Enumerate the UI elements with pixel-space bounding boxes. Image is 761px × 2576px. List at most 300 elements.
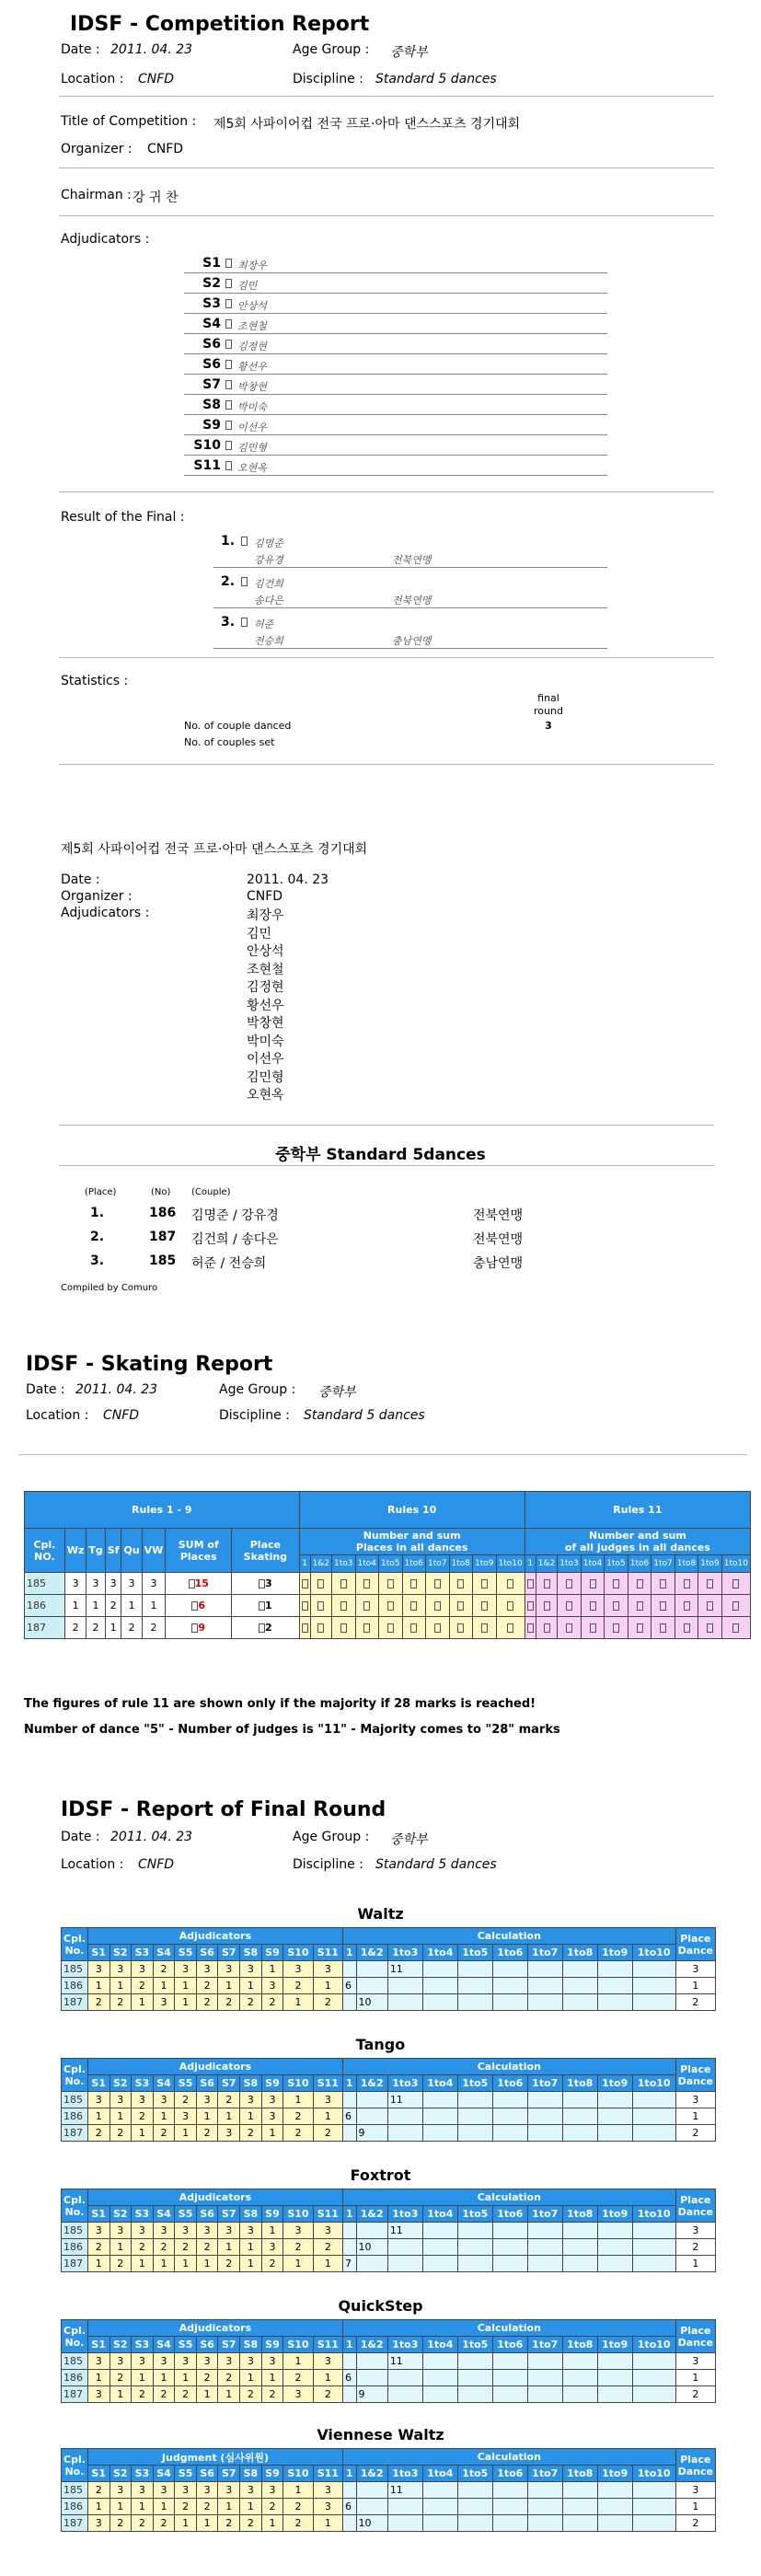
summary-adjudicator: 김민형 xyxy=(247,1069,284,1085)
box-icon xyxy=(387,1623,394,1633)
calc-cell xyxy=(562,2499,597,2515)
box-icon xyxy=(527,1601,534,1611)
rules-11-sub: Number and sum of all judges in all dances xyxy=(525,1529,750,1555)
judge-mark: 3 xyxy=(110,2092,132,2108)
judge-header: S10 xyxy=(283,2466,313,2482)
judge-mark: 1 xyxy=(196,2256,218,2272)
calc-cell xyxy=(387,2515,422,2532)
rule10-cell xyxy=(426,1617,450,1639)
judge-mark: 3 xyxy=(132,2223,154,2239)
date-label: Date : xyxy=(61,42,100,57)
calc-cell xyxy=(527,2256,562,2272)
box-icon xyxy=(707,1623,713,1633)
judge-header: S7 xyxy=(218,2075,240,2092)
adjudicator-code: S6 xyxy=(202,337,221,352)
couple-number: 187 xyxy=(25,1617,65,1639)
place-dance: 1 xyxy=(675,2499,715,2515)
rule10-cell xyxy=(355,1617,379,1639)
box-icon xyxy=(507,1579,513,1588)
box-icon xyxy=(637,1601,643,1611)
judge-mark: 2 xyxy=(261,2386,283,2403)
calc-cell xyxy=(597,2092,632,2108)
place-dance: 2 xyxy=(675,2239,715,2256)
adjudicator-code: S7 xyxy=(202,377,221,392)
judge-header: S1 xyxy=(87,2337,110,2353)
bullet-box-icon xyxy=(225,380,232,389)
box-icon xyxy=(566,1579,572,1588)
calc-col-header: 1to8 xyxy=(562,2466,597,2482)
judge-mark: 3 xyxy=(313,2499,342,2515)
calc-col-header: 1&2 xyxy=(356,2466,387,2482)
judge-mark: 3 xyxy=(313,2482,342,2499)
judge-mark: 1 xyxy=(313,2256,342,2272)
judge-mark: 2 xyxy=(218,2370,240,2386)
calc-cell xyxy=(527,2482,562,2499)
judge-header: S7 xyxy=(218,1945,240,1961)
place-dance: 3 xyxy=(675,2223,715,2239)
judge-mark: 3 xyxy=(261,1978,283,1994)
calc-cell: 9 xyxy=(356,2125,387,2142)
rule11-cell xyxy=(525,1573,536,1595)
judge-mark: 1 xyxy=(132,2125,154,2142)
calc-cell xyxy=(632,2092,675,2108)
calc-cell xyxy=(632,1994,675,2011)
calc-cell xyxy=(527,2515,562,2532)
calc-cell xyxy=(457,2108,492,2125)
calc-cell xyxy=(457,2370,492,2386)
fr-date-label: Date : xyxy=(61,1830,100,1844)
judge-mark: 1 xyxy=(87,2499,110,2515)
adjudicator-code: S3 xyxy=(202,296,221,311)
judge-mark: 3 xyxy=(153,2482,175,2499)
divider xyxy=(59,96,714,97)
judge-mark: 2 xyxy=(218,1994,240,2011)
col-couple: (Couple) xyxy=(191,1187,231,1197)
calc-cell xyxy=(562,1978,597,1994)
adjudicator-name: 이선우 xyxy=(237,422,267,433)
box-icon xyxy=(302,1579,308,1588)
rule10-cell xyxy=(310,1617,331,1639)
judge-mark: 2 xyxy=(110,2125,132,2142)
dance-header: Sf xyxy=(105,1529,121,1573)
fr-location-label: Location : xyxy=(61,1857,124,1872)
summary-adjudicator: 이선우 xyxy=(247,1052,284,1067)
judge-mark: 3 xyxy=(87,2386,110,2403)
bullet-box-icon xyxy=(225,299,232,308)
judge-mark: 1 xyxy=(218,1978,240,1994)
box-icon xyxy=(189,1579,195,1588)
place-dance: 2 xyxy=(675,2515,715,2532)
calc-cell xyxy=(597,2256,632,2272)
adjudicator-name: 최장우 xyxy=(237,260,267,271)
box-icon xyxy=(590,1579,596,1588)
judge-header: S2 xyxy=(110,2466,132,2482)
judge-mark: 3 xyxy=(313,2092,342,2108)
summary-adjudicator: 김민 xyxy=(247,926,272,941)
adjudicator-name: 박미숙 xyxy=(237,401,267,413)
couple-number: 185 xyxy=(62,1961,88,1978)
judge-mark: 2 xyxy=(196,1994,218,2011)
calc-cell xyxy=(356,2256,387,2272)
adjudicator-name: 김정현 xyxy=(237,341,267,352)
summary-adjudicator: 김정현 xyxy=(247,980,284,995)
place-dance: 1 xyxy=(675,2256,715,2272)
adjudicator-name: 조현철 xyxy=(237,320,267,332)
place-skating: 2 xyxy=(265,1622,272,1634)
judge-mark: 3 xyxy=(240,2223,262,2239)
rule10-cell xyxy=(379,1595,403,1617)
chairman-label: Chairman : xyxy=(61,188,132,202)
calc-cell xyxy=(422,2515,457,2532)
calculation-header: Calculation xyxy=(343,1928,676,1945)
calc-col-header: 1to9 xyxy=(597,1945,632,1961)
calc-cell xyxy=(356,2353,387,2370)
rule10-cell xyxy=(299,1595,310,1617)
calc-cell xyxy=(527,1994,562,2011)
calc-cell xyxy=(457,2239,492,2256)
judge-mark: 1 xyxy=(87,2108,110,2125)
rule11-cell xyxy=(651,1595,675,1617)
judge-mark: 3 xyxy=(240,1961,262,1978)
judge-mark: 2 xyxy=(283,1978,313,1994)
judge-mark: 2 xyxy=(313,1994,342,2011)
box-icon xyxy=(302,1601,308,1611)
dance-place: 2 xyxy=(105,1595,121,1617)
divider xyxy=(59,167,714,168)
rule11-cell xyxy=(558,1595,582,1617)
judge-header: S4 xyxy=(153,2206,175,2223)
judge-header: S10 xyxy=(283,1945,313,1961)
result-place: 2. xyxy=(221,574,236,589)
box-icon xyxy=(637,1579,643,1588)
rule10-cell xyxy=(379,1617,403,1639)
calc-cell xyxy=(422,2499,457,2515)
rule11-cell xyxy=(536,1617,557,1639)
calc-col-header: 1to3 xyxy=(387,2466,422,2482)
summary-title: 제5회 사파이어컵 전국 프로·아마 댄스스포츠 경기대회 xyxy=(61,842,368,857)
calc-cell: 10 xyxy=(356,2239,387,2256)
couple-number: 186 xyxy=(62,2370,88,2386)
calc-cell xyxy=(527,1978,562,1994)
judge-mark: 3 xyxy=(283,2223,313,2239)
calc-cell xyxy=(597,2125,632,2142)
summary-no: 185 xyxy=(149,1253,177,1268)
discipline-label: Discipline : xyxy=(293,72,363,87)
judge-mark: 2 xyxy=(218,2092,240,2108)
judge-mark: 2 xyxy=(153,2239,175,2256)
rules-11-header: Rules 11 xyxy=(525,1492,750,1529)
bullet-box-icon xyxy=(225,259,232,268)
box-icon xyxy=(544,1623,550,1633)
calc-cell xyxy=(632,2515,675,2532)
calc-cell xyxy=(457,2482,492,2499)
adjudicator-name: 박창현 xyxy=(237,381,267,393)
judge-mark: 3 xyxy=(218,2223,240,2239)
judge-mark: 2 xyxy=(153,2515,175,2532)
calc-cell xyxy=(597,2515,632,2532)
judge-header: S9 xyxy=(261,2206,283,2223)
judge-header: S2 xyxy=(110,2337,132,2353)
calc-cell xyxy=(492,1961,527,1978)
adjudicator-code: S10 xyxy=(193,438,221,453)
calc-col-header: 1to9 xyxy=(698,1554,722,1572)
box-icon xyxy=(259,1601,265,1611)
calc-cell xyxy=(527,1961,562,1978)
summary-org: 전북연맹 xyxy=(473,1208,524,1223)
judge-mark: 1 xyxy=(87,1978,110,1994)
calc-cell: 11 xyxy=(387,2092,422,2108)
fr-age-label: Age Group : xyxy=(293,1830,370,1844)
place-dance-header: Place Dance xyxy=(675,2449,715,2482)
box-icon xyxy=(660,1601,666,1611)
box-icon xyxy=(732,1601,739,1611)
calc-cell xyxy=(356,1978,387,1994)
dance-table xyxy=(61,2319,716,2403)
adjudicator-underline xyxy=(184,394,607,395)
dance-table xyxy=(61,1927,716,2011)
judge-mark: 1 xyxy=(175,2256,197,2272)
calc-col-header: 1to8 xyxy=(562,2337,597,2353)
statistics-label: Statistics : xyxy=(61,674,129,688)
calc-cell xyxy=(422,2125,457,2142)
calc-cell xyxy=(343,2092,357,2108)
summary-adjudicator: 최장우 xyxy=(247,908,284,923)
calc-cell xyxy=(343,1961,357,1978)
rule11-cell xyxy=(675,1595,698,1617)
judge-mark: 1 xyxy=(153,2108,175,2125)
adjudicators-header: Adjudicators xyxy=(87,1928,342,1945)
calc-col-header: 1to7 xyxy=(426,1554,450,1572)
calc-cell xyxy=(387,2386,422,2403)
judge-mark: 1 xyxy=(196,2386,218,2403)
calc-cell xyxy=(597,1994,632,2011)
couple-number: 185 xyxy=(25,1573,65,1595)
judge-mark: 3 xyxy=(87,2353,110,2370)
calc-col-header: 1 xyxy=(343,2206,357,2223)
calc-cell xyxy=(527,2499,562,2515)
judge-header: S11 xyxy=(313,2337,342,2353)
box-icon xyxy=(527,1579,534,1588)
judge-mark: 2 xyxy=(218,2515,240,2532)
judge-mark: 2 xyxy=(240,1994,262,2011)
calc-col-header: 1to5 xyxy=(457,2075,492,2092)
adjudicator-underline xyxy=(184,475,607,476)
judge-mark: 2 xyxy=(175,2499,197,2515)
judge-mark: 1 xyxy=(175,2370,197,2386)
calc-cell xyxy=(527,2386,562,2403)
dance-name: Tango xyxy=(355,2036,406,2053)
calc-cell xyxy=(457,2125,492,2142)
judge-mark: 2 xyxy=(153,2386,175,2403)
calc-cell xyxy=(492,2256,527,2272)
summary-organizer-value: CNFD xyxy=(247,889,283,904)
box-icon xyxy=(340,1601,347,1611)
calc-cell xyxy=(527,2223,562,2239)
result-place: 3. xyxy=(221,615,236,630)
calc-cell: 6 xyxy=(343,2108,357,2125)
divider xyxy=(59,657,714,658)
rule11-cell xyxy=(605,1617,628,1639)
judge-mark: 1 xyxy=(110,1978,132,1994)
dance-place: 2 xyxy=(142,1617,166,1639)
place-dance: 2 xyxy=(675,2125,715,2142)
result-org: 전북연맹 xyxy=(392,595,432,606)
judge-header: S3 xyxy=(132,2337,154,2353)
judge-mark: 1 xyxy=(261,2223,283,2239)
place-dance-header: Place Dance xyxy=(675,2189,715,2223)
calc-cell xyxy=(422,2108,457,2125)
result-male: 허준 xyxy=(254,618,274,630)
calc-cell xyxy=(597,2370,632,2386)
calc-cell xyxy=(457,2223,492,2239)
judge-mark: 1 xyxy=(218,2239,240,2256)
date-value: 2011. 04. 23 xyxy=(110,42,193,57)
box-icon xyxy=(410,1579,417,1588)
judge-mark: 1 xyxy=(196,2108,218,2125)
discipline-value: Standard 5 dances xyxy=(375,72,497,87)
dance-name: QuickStep xyxy=(338,2297,423,2315)
judge-mark: 1 xyxy=(196,2515,218,2532)
judge-header: S5 xyxy=(175,2206,197,2223)
judge-header: S1 xyxy=(87,1945,110,1961)
calc-cell xyxy=(457,2515,492,2532)
rule11-cell xyxy=(628,1617,651,1639)
judge-mark: 3 xyxy=(261,2482,283,2499)
calc-cell xyxy=(632,2108,675,2125)
judge-header: S3 xyxy=(132,2466,154,2482)
judge-header: S9 xyxy=(261,1945,283,1961)
judge-mark: 3 xyxy=(313,2223,342,2239)
calc-cell xyxy=(422,1961,457,1978)
summary-heading: 중학부 Standard 5dances xyxy=(275,1146,486,1164)
judge-header: S8 xyxy=(240,2466,262,2482)
judge-mark: 2 xyxy=(261,2499,283,2515)
couples-danced-label: No. of couple danced xyxy=(184,720,292,732)
judge-mark: 2 xyxy=(283,2499,313,2515)
box-icon xyxy=(340,1579,347,1588)
calc-col-header: 1to4 xyxy=(422,2337,457,2353)
judge-header: S4 xyxy=(153,2337,175,2353)
calc-cell xyxy=(492,2515,527,2532)
calc-col-header: 1to9 xyxy=(597,2466,632,2482)
judge-mark: 1 xyxy=(240,2256,262,2272)
calculation-header: Calculation xyxy=(343,2189,676,2206)
sum-places-header: SUM of Places xyxy=(166,1529,232,1573)
calc-col-header: 1to7 xyxy=(651,1554,675,1572)
result-male: 김건희 xyxy=(254,578,283,590)
calc-cell xyxy=(343,1994,357,2011)
rules-10-sub: Number and sum Places in all dances xyxy=(299,1529,525,1555)
fr-discipline-label: Discipline : xyxy=(293,1857,363,1872)
bullet-box-icon xyxy=(225,441,232,450)
judge-mark: 1 xyxy=(153,2370,175,2386)
calc-cell xyxy=(562,2223,597,2239)
calc-col-header: 1to4 xyxy=(422,1945,457,1961)
rule11-cell xyxy=(581,1617,605,1639)
judge-mark: 1 xyxy=(87,2256,110,2272)
couple-number: 185 xyxy=(62,2482,88,2499)
judge-header: S1 xyxy=(87,2206,110,2223)
calc-col-header: 1to10 xyxy=(632,2466,675,2482)
couple-number: 186 xyxy=(62,1978,88,1994)
judge-mark: 2 xyxy=(283,2239,313,2256)
judge-mark: 3 xyxy=(153,2353,175,2370)
sum-of-places: 9 xyxy=(198,1622,206,1634)
summary-couple: 김명준 / 강유경 xyxy=(191,1208,279,1223)
calc-col-header: 1to3 xyxy=(387,2337,422,2353)
judge-mark: 1 xyxy=(175,1978,197,1994)
majority-note: Number of dance "5" - Number of judges is "11" - Majority comes to "28" marks xyxy=(24,1723,560,1737)
calc-cell xyxy=(422,1994,457,2011)
judge-header: S10 xyxy=(283,2075,313,2092)
adjudicators-header: Judgment (심사위원) xyxy=(87,2449,342,2466)
sk-age-label: Age Group : xyxy=(219,1382,296,1397)
final-round-value: 3 xyxy=(545,720,552,732)
couple-number: 185 xyxy=(62,2353,88,2370)
sum-of-places: 15 xyxy=(194,1577,209,1589)
box-icon xyxy=(434,1623,441,1633)
judge-mark: 3 xyxy=(175,2482,197,2499)
judge-mark: 3 xyxy=(175,2223,197,2239)
place-dance: 2 xyxy=(675,2386,715,2403)
couple-number: 185 xyxy=(62,2223,88,2239)
toc-value: 제5회 사파이어컵 전국 프로·아마 댄스스포츠 경기대회 xyxy=(213,117,521,132)
couples-set-label: No. of couples set xyxy=(184,736,275,748)
calc-col-header: 1to5 xyxy=(457,2337,492,2353)
judge-mark: 2 xyxy=(196,2125,218,2142)
box-icon xyxy=(457,1601,464,1611)
judge-header: S8 xyxy=(240,1945,262,1961)
box-icon xyxy=(684,1579,690,1588)
box-icon xyxy=(544,1601,550,1611)
judge-mark: 1 xyxy=(283,2092,313,2108)
bullet-box-icon xyxy=(225,279,232,288)
chairman-value: 강 귀 찬 xyxy=(133,191,179,205)
calculation-header: Calculation xyxy=(343,2059,676,2075)
summary-adjudicator: 오현옥 xyxy=(247,1088,284,1103)
final-round-title: IDSF - Report of Final Round xyxy=(61,1798,386,1821)
calc-col-header: 1to7 xyxy=(527,2075,562,2092)
couple-number: 187 xyxy=(62,2256,88,2272)
rule10-cell xyxy=(449,1573,473,1595)
adjudicator-code: S6 xyxy=(202,357,221,372)
calc-cell xyxy=(492,2386,527,2403)
box-icon xyxy=(259,1579,265,1588)
rule10-cell xyxy=(355,1595,379,1617)
calc-col-header: 1 xyxy=(525,1554,536,1572)
rule10-cell xyxy=(449,1595,473,1617)
judge-header: S1 xyxy=(87,2075,110,2092)
judge-mark: 2 xyxy=(240,2515,262,2532)
rule10-cell xyxy=(496,1595,525,1617)
summary-org: 충남연맹 xyxy=(473,1256,524,1271)
adjudicator-underline xyxy=(184,313,607,314)
calc-cell xyxy=(387,1994,422,2011)
couple-number: 185 xyxy=(62,2092,88,2108)
judge-mark: 3 xyxy=(218,2353,240,2370)
judge-mark: 1 xyxy=(313,2515,342,2532)
bullet-box-icon xyxy=(225,360,232,369)
calc-cell xyxy=(597,2239,632,2256)
cpl-header: Cpl. No. xyxy=(62,2059,88,2092)
judge-mark: 2 xyxy=(132,2108,154,2125)
judge-header: S6 xyxy=(196,2206,218,2223)
judge-mark: 3 xyxy=(132,2353,154,2370)
summary-adjudicators-label: Adjudicators : xyxy=(61,906,150,920)
judge-header: S3 xyxy=(132,2075,154,2092)
col-place: (Place) xyxy=(85,1187,117,1197)
divider xyxy=(59,215,714,216)
